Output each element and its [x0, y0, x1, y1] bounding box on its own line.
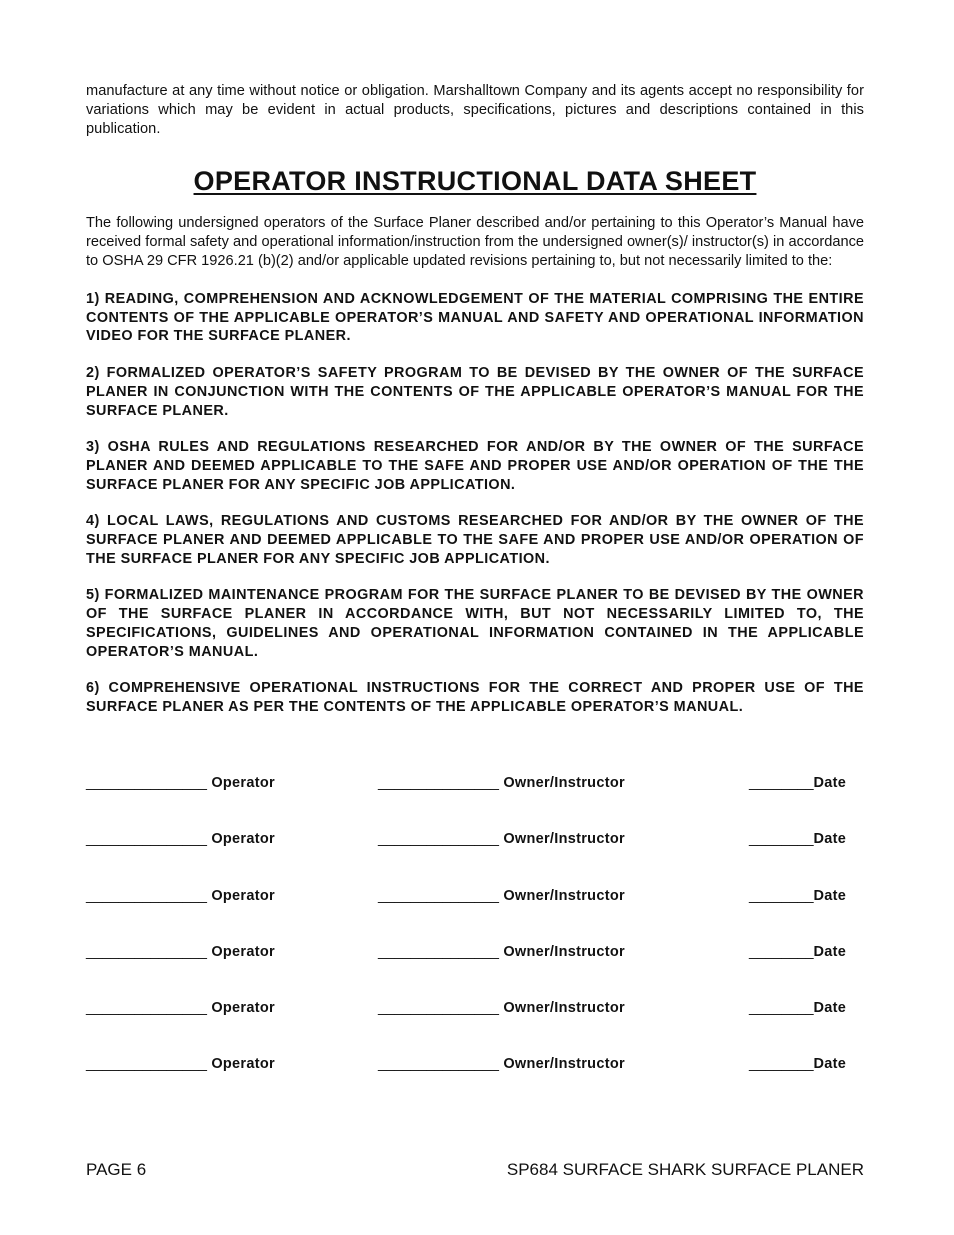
- requirement-item: 5) FORMALIZED MAINTENANCE PROGRAM FOR THE SURFACE PLANER TO BE DEVISED BY THE OWNER OF THE SURFACE PLANER IN ACCORDANCE WITH, BUT NOT NECESSARILY LIMITED TO, THE SPECIFICATIONS, GUIDELINES AND OPERATIONAL INFORMATION CONTAINED IN THE APPLICABLE OPERATOR’S MANUAL.: [86, 587, 864, 660]
- owner-signature-blank[interactable]: _______________: [378, 775, 499, 791]
- operator-label: Operator: [211, 887, 275, 904]
- signature-field: [86, 944, 275, 960]
- operator-signature-blank[interactable]: _______________: [86, 775, 207, 791]
- operator-signature-blank[interactable]: _______________: [86, 1056, 207, 1073]
- date-label: Date: [813, 1056, 847, 1073]
- owner-instructor-label: Owner/Instructor: [503, 775, 625, 791]
- signature-row: [86, 831, 864, 887]
- signature-field: [86, 1056, 275, 1072]
- signature-rows: [86, 775, 864, 1113]
- owner-instructor-label: Owner/Instructor: [503, 831, 625, 848]
- owner-instructor-label: Owner/Instructor: [503, 943, 625, 960]
- date-blank[interactable]: ________: [749, 943, 814, 960]
- date-label: Date: [813, 1000, 847, 1017]
- product-name: SP684 SURFACE SHARK SURFACE PLANER: [506, 1160, 864, 1179]
- signature-field: [749, 775, 846, 791]
- date-blank[interactable]: ________: [749, 887, 814, 904]
- signature-field: [749, 888, 846, 904]
- requirement-item: 6) COMPREHENSIVE OPERATIONAL INSTRUCTIONS FOR THE CORRECT AND PROPER USE OF THE SURFACE PLANER AS PER THE CONTENTS OF THE APPLICABLE OPERATOR’S MANUAL.: [86, 680, 864, 715]
- operator-signature-blank[interactable]: _______________: [86, 831, 207, 848]
- requirement-item: 4) LOCAL LAWS, REGULATIONS AND CUSTOMS RESEARCHED FOR AND/OR BY THE OWNER OF THE SURFACE PLANER AND DEEMED APPLICABLE TO THE SAFE AND PROPER USE AND/OR OPERATION OF THE SURFACE PLANER FOR ANY SPECIFIC JOB APPLICATION.: [86, 513, 864, 567]
- signature-field: [378, 1000, 625, 1016]
- owner-signature-blank[interactable]: _______________: [378, 1000, 499, 1017]
- date-label: Date: [813, 943, 847, 960]
- page-number: PAGE 6: [86, 1160, 147, 1179]
- owner-instructor-label: Owner/Instructor: [503, 1056, 625, 1073]
- signature-field: [378, 944, 625, 960]
- date-label: Date: [813, 831, 847, 848]
- date-blank[interactable]: ________: [749, 831, 814, 848]
- signature-field: [378, 775, 625, 791]
- signature-row: [86, 1056, 864, 1112]
- signature-row: [86, 775, 864, 831]
- signature-field: [378, 888, 625, 904]
- operator-signature-blank[interactable]: _______________: [86, 1000, 207, 1017]
- operator-label: Operator: [211, 775, 275, 791]
- signature-field: [378, 831, 625, 847]
- date-blank[interactable]: ________: [749, 775, 814, 791]
- operator-label: Operator: [211, 943, 275, 960]
- operator-label: Operator: [211, 831, 275, 848]
- signature-field: [86, 831, 275, 847]
- intro-paragraph: The following undersigned operators of the Surface Planer described and/or pertaining to this Operator’s Manual have received formal safety and operational information/instruction from the undersigned owner(s)/ instructor(s) in accordance to OSHA 29 CFR 1926.21 (b)(2) and/or applicable updated revisions pertaining to, but not necessarily limited to the:: [86, 215, 864, 269]
- signature-field: [86, 1000, 275, 1016]
- owner-instructor-label: Owner/Instructor: [503, 1000, 625, 1017]
- date-blank[interactable]: ________: [749, 1000, 814, 1017]
- requirement-item: 2) FORMALIZED OPERATOR’S SAFETY PROGRAM TO BE DEVISED BY THE OWNER OF THE SURFACE PLANER IN CONJUNCTION WITH THE CONTENTS OF THE APPLICABLE OPERATOR’S MANUAL FOR THE SURFACE PLANER.: [86, 365, 864, 419]
- signature-field: [749, 831, 846, 847]
- operator-label: Operator: [211, 1000, 275, 1017]
- owner-signature-blank[interactable]: _______________: [378, 887, 499, 904]
- operator-signature-blank[interactable]: _______________: [86, 943, 207, 960]
- owner-signature-blank[interactable]: _______________: [378, 943, 499, 960]
- requirements-list: [86, 290, 864, 717]
- signature-row: [86, 944, 864, 1000]
- owner-signature-blank[interactable]: _______________: [378, 1056, 499, 1073]
- signature-field: [749, 1000, 846, 1016]
- operator-label: Operator: [211, 1056, 275, 1073]
- intro-text: manufacture at any time without notice or obligation. Marshalltown Company and its agents accept no responsibility for variations which may be evident in actual products, specifications, pictures and descriptions contained in this publication.: [86, 83, 864, 137]
- signature-field: [378, 1056, 625, 1072]
- signature-row: [86, 1000, 864, 1056]
- date-label: Date: [813, 887, 847, 904]
- requirement-item: 1) READING, COMPREHENSION AND ACKNOWLEDGEMENT OF THE MATERIAL COMPRISING THE ENTIRE CONTENTS OF THE APPLICABLE OPERATOR’S MANUAL AND SAFETY AND OPERATIONAL INFORMATION VIDEO FOR THE SURFACE PLANER.: [86, 291, 864, 345]
- signature-field: [86, 888, 275, 904]
- page-title: OPERATOR INSTRUCTIONAL DATA SHEET: [193, 166, 757, 196]
- owner-signature-blank[interactable]: _______________: [378, 831, 499, 848]
- document-page: [86, 82, 864, 735]
- operator-signature-blank[interactable]: _______________: [86, 887, 207, 904]
- signature-field: [749, 1056, 846, 1072]
- signature-row: [86, 888, 864, 944]
- signature-field: [86, 775, 275, 791]
- requirement-item: 3) OSHA RULES AND REGULATIONS RESEARCHED FOR AND/OR BY THE OWNER OF THE SURFACE PLANER AND DEEMED APPLICABLE TO THE SAFE AND PROPER USE AND/OR OPERATION OF THE THE SURFACE PLANER FOR ANY SPECIFIC JOB APPLICATION.: [86, 439, 864, 493]
- owner-instructor-label: Owner/Instructor: [503, 887, 625, 904]
- date-blank[interactable]: ________: [749, 1056, 814, 1073]
- date-label: Date: [813, 775, 847, 791]
- signature-field: [749, 944, 846, 960]
